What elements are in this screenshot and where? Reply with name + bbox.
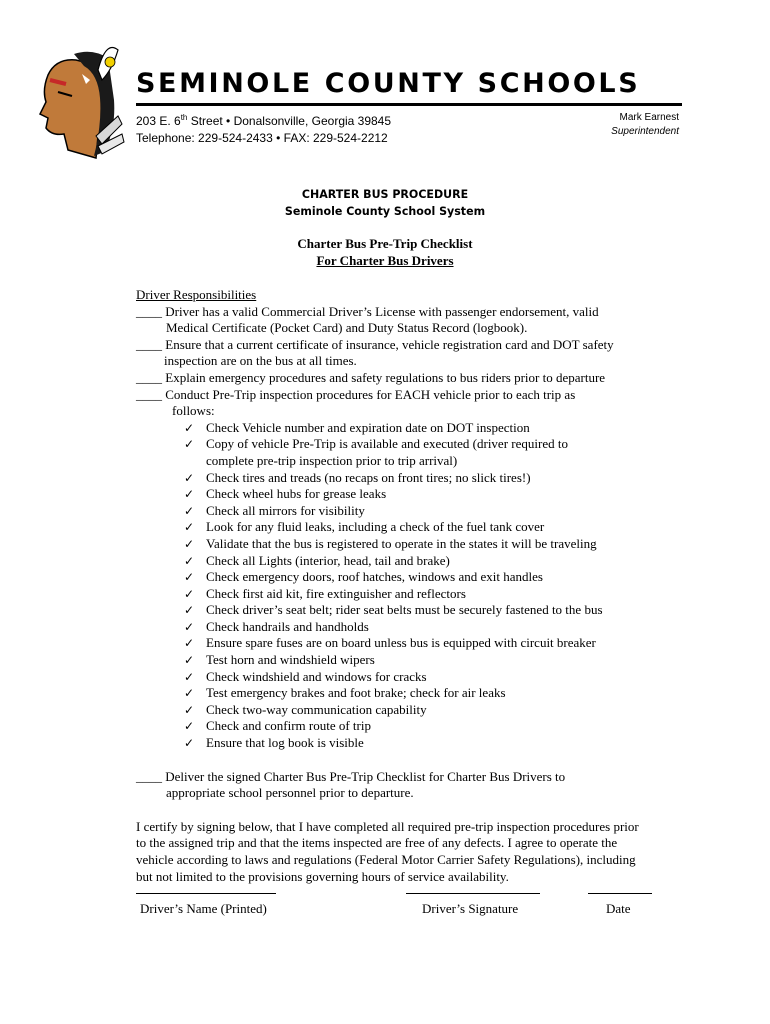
driver-name-label: Driver’s Name (Printed) bbox=[140, 901, 267, 916]
responsibilities-heading: Driver Responsibilities bbox=[136, 287, 257, 302]
driver-name-line[interactable] bbox=[136, 893, 276, 894]
superintendent-block bbox=[611, 111, 679, 139]
checklist-item: ✓ Copy of vehicle Pre-Trip is available and executed (driver required to bbox=[184, 436, 568, 452]
responsibility-item: ____ Conduct Pre-Trip inspection procedures for EACH vehicle prior to each trip as follows: bbox=[136, 386, 576, 419]
checklist-item: ✓ Check driver’s seat belt; rider seat belts must be securely fastened to the bus bbox=[184, 602, 603, 618]
checkmark-icon: ✓ bbox=[184, 719, 195, 734]
driver-signature-label: Driver’s Signature bbox=[422, 901, 519, 916]
header-rule bbox=[136, 103, 682, 106]
pretrip-checklist bbox=[136, 420, 696, 752]
checkmark-icon: ✓ bbox=[184, 487, 195, 502]
school-name: SEMINOLE COUNTY SCHOOLS bbox=[136, 68, 641, 99]
checklist-item: ✓ Check emergency doors, roof hatches, windows and exit handles bbox=[184, 569, 543, 585]
checklist-item: ✓ Test horn and windshield wipers bbox=[184, 652, 375, 668]
responsibility-item: ____ Ensure that a current certificate of insurance, vehicle registration card and DOT safety inspection are on the bus at all times. bbox=[136, 336, 614, 369]
checkmark-icon: ✓ bbox=[184, 603, 195, 618]
checklist-item: ✓ Check first aid kit, fire extinguisher and reflectors bbox=[184, 585, 466, 601]
certification-statement: I certify by signing below, that I have completed all required pre-trip inspection procedures prior to the assigned trip and that the items inspected are free of any defects. I agree to operate the vehicle according to laws and regulations (Federal Motor Carrier Safety Regulations), including but not limited to the provisions governing hours of service availability. bbox=[136, 818, 639, 884]
driver-signature-line[interactable] bbox=[406, 893, 540, 894]
checkmark-icon: ✓ bbox=[184, 570, 195, 585]
checklist-item: ✓ Check Vehicle number and expiration date on DOT inspection bbox=[184, 419, 530, 435]
checkmark-icon: ✓ bbox=[184, 520, 195, 535]
checkmark-icon: ✓ bbox=[184, 653, 195, 668]
date-label: Date bbox=[606, 901, 631, 916]
checklist-item: ✓ Ensure that log book is visible bbox=[184, 735, 364, 751]
address-line-1: 203 E. 6th Street • Donalsonville, Georgia 39845 bbox=[136, 113, 392, 128]
checkmark-icon: ✓ bbox=[184, 503, 195, 518]
checklist-item: ✓ Check handrails and handholds bbox=[184, 618, 369, 634]
checkmark-icon: ✓ bbox=[184, 420, 195, 435]
checklist-item: ✓ Check all mirrors for visibility bbox=[184, 502, 365, 518]
procedure-title: CHARTER BUS PROCEDURE bbox=[301, 187, 469, 201]
checkmark-icon: ✓ bbox=[184, 636, 195, 651]
checklist-item: ✓ Test emergency brakes and foot brake; check for air leaks bbox=[184, 685, 506, 701]
checklist-item: ✓ Check all Lights (interior, head, tail and brake) bbox=[184, 552, 450, 568]
for-drivers-title: For Charter Bus Drivers bbox=[316, 253, 454, 268]
checklist-item: ✓ Check two-way communication capability bbox=[184, 701, 427, 717]
document-body bbox=[136, 287, 696, 885]
responsibility-item: ____ Driver has a valid Commercial Driver’s License with passenger endorsement, valid Medical Certificate (Pocket Card) and Duty Status Record (logbook). bbox=[136, 303, 599, 336]
checkmark-icon: ✓ bbox=[184, 702, 195, 717]
checklist-item: ✓ Check and confirm route of trip bbox=[184, 718, 371, 734]
checkmark-icon: ✓ bbox=[184, 686, 195, 701]
checklist-item: ✓ Check wheel hubs for grease leaks bbox=[184, 486, 387, 502]
checkmark-icon: ✓ bbox=[184, 586, 195, 601]
checklist-title: Charter Bus Pre-Trip Checklist bbox=[297, 236, 473, 251]
address-line-2: Telephone: 229-524-2433 • FAX: 229-524-2212 bbox=[136, 131, 388, 145]
checklist-item: ✓ Look for any fluid leaks, including a check of the fuel tank cover bbox=[184, 519, 545, 535]
checkmark-icon: ✓ bbox=[184, 536, 195, 551]
superintendent-name: Mark Earnest bbox=[619, 112, 679, 123]
checklist-item: ✓ Validate that the bus is registered to operate in the states it will be traveling bbox=[184, 535, 597, 551]
checklist-item: ✓ Ensure spare fuses are on board unless bus is equipped with circuit breaker bbox=[184, 635, 596, 651]
system-title: Seminole County School System bbox=[284, 204, 486, 218]
checkmark-icon: ✓ bbox=[184, 470, 195, 485]
checklist-item: ✓ Check windshield and windows for cracks bbox=[184, 668, 427, 684]
date-line[interactable] bbox=[588, 893, 652, 894]
checklist-item-continuation: complete pre-trip inspection prior to trip arrival) bbox=[206, 452, 458, 468]
checklist-item: ✓ Check tires and treads (no recaps on front tires; no slick tires!) bbox=[184, 469, 531, 485]
checkmark-icon: ✓ bbox=[184, 437, 195, 452]
checkmark-icon: ✓ bbox=[184, 736, 195, 751]
deliver-checklist-item: ____ Deliver the signed Charter Bus Pre-Trip Checklist for Charter Bus Drivers to appropriate school personnel prior to departure. bbox=[136, 768, 566, 801]
superintendent-title: Superintendent bbox=[611, 126, 679, 137]
responsibility-item: ____ Explain emergency procedures and safety regulations to bus riders prior to departure bbox=[136, 369, 606, 385]
checkmark-icon: ✓ bbox=[184, 553, 195, 568]
seminole-logo-image bbox=[26, 40, 126, 160]
checkmark-icon: ✓ bbox=[184, 619, 195, 634]
checkmark-icon: ✓ bbox=[184, 669, 195, 684]
school-address bbox=[136, 113, 391, 147]
